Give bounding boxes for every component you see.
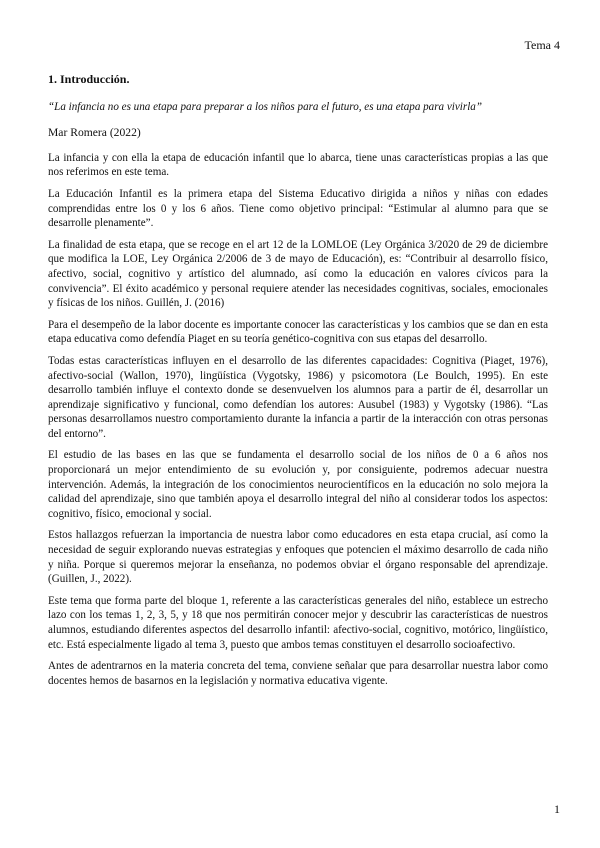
paragraph: Este tema que forma parte del bloque 1, referente a las características generales del niño, establece un estrecho lazo con los temas 1, 2, 3, 5, y 18 que nos permitirán conocer mejor y descubrir las características de nuestros alumnos, estudiando diferentes aspectos del desarrollo infantil: afectivo-social, cognitivo, motórico, lingüístico, etc. Está especialmente ligado al tema 3, puesto que ambos temas constituyen el desarrollo socioafectivo. [48, 594, 548, 651]
page-number: 1 [554, 802, 560, 816]
paragraph: La infancia y con ella la etapa de educación infantil que lo abarca, tiene unas características propias a las que nos referimos en este tema. [48, 151, 548, 179]
epigraph-quote: “La infancia no es una etapa para preparar a los niños para el futuro, es una etapa para vivirla” [48, 100, 482, 113]
paragraph: Antes de adentrarnos en la materia concreta del tema, conviene señalar que para desarrollar nuestra labor como docentes hemos de basarnos en la legislación y normativa educativa vigente. [48, 660, 548, 687]
paragraph: Para el desempeño de la labor docente es importante conocer las características y los cambios que se dan en esta etapa educativa como defendía Piaget en su teoría genético-cognitiva con sus etapas del desarrollo. [48, 318, 548, 346]
paragraph: La Educación Infantil es la primera etapa del Sistema Educativo dirigida a niños y niñas con edades comprendidas entre los 0 y los 6 años. Tiene como objetivo principal: “Estimular al alumno para que se desarrolle plenamente”. [48, 187, 548, 230]
paragraph: Todas estas características influyen en el desarrollo de las diferentes capacidades: Cognitiva (Piaget, 1976), afectivo-social (Wallon, 1970), lingüística (Vygotsky, 1986) y psicomotora (Le Boulch, 1995). En este desarrollo también influye el contexto donde se desenvuelven los alumnos para a partir de él, desarrollar un aprendizaje significativo y funcional, como defendían los autores: Ausubel (1983) y Vygotsky (1986). “Las personas desarrollamos nuestro comportamiento durante la infancia a partir de la interacción con otras personas del entorno”. [48, 354, 548, 440]
paragraph: Estos hallazgos refuerzan la importancia de nuestra labor como educadores en esta etapa crucial, así como la necesidad de seguir explorando nuevas estrategias y enfoques que potencien el máximo desarrollo de cada niño y niña. Porque si queremos mejorar la enseñanza, no podemos obviar el órgano responsable del aprendizaje. (Guillen, J., 2022). [48, 529, 548, 586]
paragraph: La finalidad de esta etapa, que se recoge en el art 12 de la LOMLOE (Ley Orgánica 3/2020 de 29 de diciembre que modifica la LOE, Ley Orgánica 2/2006 de 3 de mayo de Educación), es: “Contribuir al desarrollo físico, afectivo, social, cognitivo y artístico del alumnado, así como la educación en valores cívicos para la convivencia”. El éxito académico y personal requiere atender las necesidades cognitivas, sociales, emocionales y físicas de los niños. Guillén, J. (2016) [48, 238, 548, 310]
quote-author: Mar Romera (2022) [48, 126, 141, 140]
section-heading: 1. Introducción. [48, 72, 130, 86]
page-body [48, 72, 548, 695]
running-header: Tema 4 [524, 38, 560, 52]
paragraph: El estudio de las bases en las que se fundamenta el desarrollo social de los niños de 0 a 6 años nos proporcionará un mejor entendimiento de su evolución y, por consiguiente, podremos adecuar nuestra intervención. Además, la integración de los conocimientos neurocientíficos en la educación no solo mejora la calidad del aprendizaje, sino que también apoya el desarrollo integral del niño al considerar todos los aspectos: cognitivo, físico, emocional y social. [48, 449, 548, 520]
